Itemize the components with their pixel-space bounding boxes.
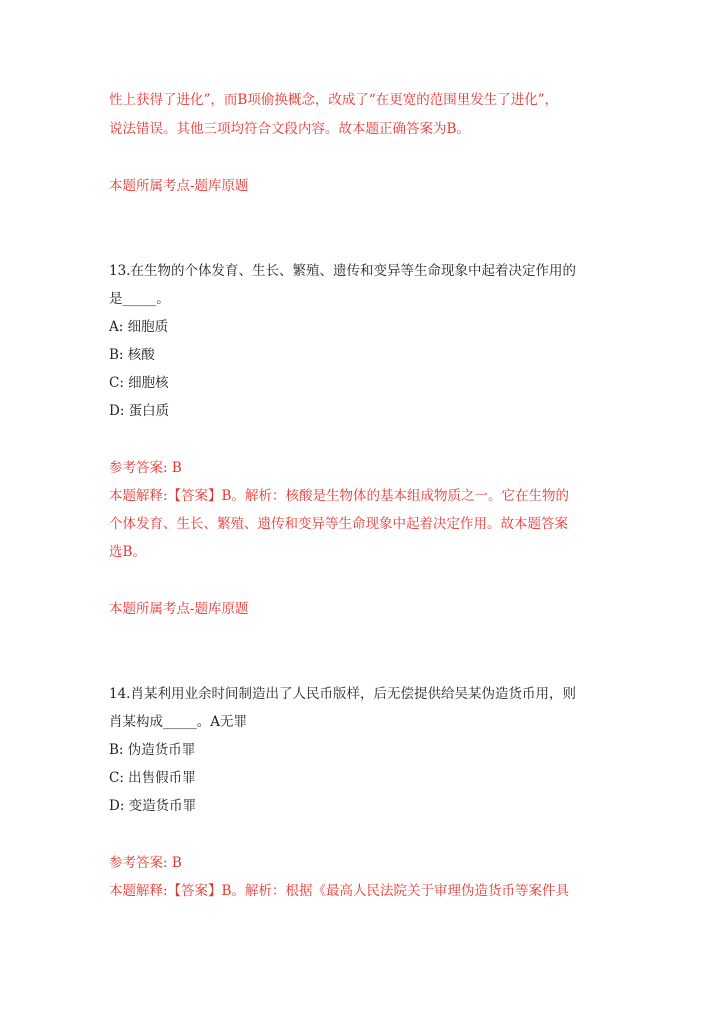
q13-answer: 参考答案: B [109, 460, 182, 476]
prev-source-note: 本题所属考点-题库原题 [109, 178, 249, 194]
q13-explanation-line-2: 个体发育、生长、繁殖、遗传和变异等生命现象中起着决定作用。故本题答案 [109, 516, 568, 532]
q13-stem-line-1: 13.在生物的个体发育、生长、繁殖、遗传和变异等生命现象中起着决定作用的 [109, 263, 576, 279]
q14-option-c: C: 出售假币罪 [109, 770, 196, 786]
q13-explanation-line-3: 选B。 [109, 544, 146, 560]
q14-option-d: D: 变造货币罪 [109, 798, 197, 814]
q13-option-a: A: 细胞质 [109, 319, 169, 335]
prev-explanation-line-2: 说法错误。其他三项均符合文段内容。故本题正确答案为B。 [109, 121, 470, 137]
q13-option-b: B: 核酸 [109, 347, 155, 363]
q14-explanation-line-1: 本题解释:【答案】B。解析：根据《最高人民法院关于审理伪造货币等案件具 [109, 883, 569, 899]
q13-source-note: 本题所属考点-题库原题 [109, 601, 249, 617]
q13-option-c: C: 细胞核 [109, 375, 169, 391]
q13-explanation-line-1: 本题解释:【答案】B。解析：核酸是生物体的基本组成物质之一。它在生物的 [109, 488, 569, 504]
prev-explanation-line-1: 性上获得了进化”，而B项偷换概念，改成了“在更宽的范围里发生了进化”， [109, 92, 559, 108]
q13-option-d: D: 蛋白质 [109, 403, 170, 419]
q14-stem-line-1: 14.肖某利用业余时间制造出了人民币版样，后无偿提供给吴某伪造货币用，则 [109, 686, 576, 702]
q13-stem-line-2: 是_____。 [109, 291, 170, 307]
q14-answer: 参考答案: B [109, 855, 182, 871]
q14-option-b: B: 伪造货币罪 [109, 742, 196, 758]
q14-stem-line-2: 肖某构成_____。A无罪 [109, 714, 247, 730]
